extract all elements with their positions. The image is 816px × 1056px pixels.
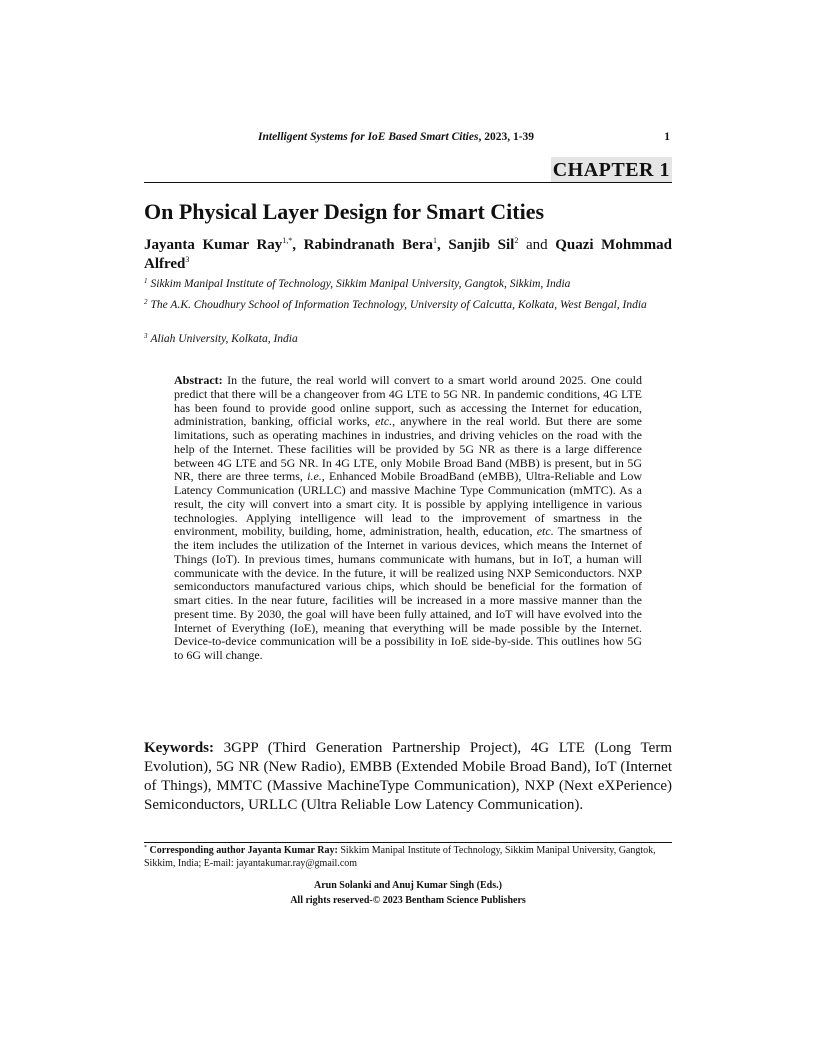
- author-list: [144, 236, 672, 274]
- author-affiliation-mark: 3: [185, 255, 190, 264]
- corresponding-author-footnote: * Corresponding author Jayanta Kumar Ray: Sikkim Manipal Institute of Technology, Sikkim Manipal University, Gangtok, Sikkim, India; E-mail: jayantakumar.ray@gmail.com: [144, 845, 656, 869]
- abstract: Abstract: In the future, the real world will convert to a smart world around 2025. One could predict that there will be a changeover from 4G LTE to 5G NR. In pandemic conditions, 4G LTE has been found to provide good online support, such as accessing the Internet for education, administration, banking, official works, etc., anywhere in the real world. But there are some limitations, such as operating machines in industries, and driving vehicles on the road with the help of the Internet. These facilities will be provided by 5G NR as there is a large difference between 4G LTE and 5G NR. In 4G LTE, only Mobile Broad Band (MBB) is present, but in 5G NR, there are three terms, i.e., Enhanced Mobile BroadBand (eMBB), Ultra-Reliable and Low Latency Communication (URLLC) and massive Machine Type Communication (mMTC). As a result, the city will convert into a smart city. It is possible by applying intelligence in various technologies. Applying intelligence will lead to the improvement of smartness in the environment, mobility, building, home, administration, health, education, etc. The smartness of the item includes the utilization of the Internet in various devices, which means the Internet of Things (IoT). In previous times, humans communicate with humans, but in IoT, a human will communicate with the device. In the future, it will be realized using NXP Semiconductors. NXP semiconductors manufactured various chips, which should be beneficial for the formation of smart cities. In the near future, facilities will be increased in a more massive manner than the present time. By 2030, the goal will have been fully attained, and IoT will have evolved into the Internet of Everything (IoE), meaning that everything will be made possible by the Internet. Device-to-device communication will be a possibility in IoE side-by-side. This outlines how 5G to 6G will change.: [174, 373, 643, 662]
- running-header: [144, 131, 672, 149]
- abstract-label: Abstract:: [174, 373, 223, 387]
- rights-line: All rights reserved-© 2023 Bentham Science Publishers: [290, 895, 526, 906]
- author-name: Rabindranath Bera: [303, 237, 433, 253]
- editors-line: Arun Solanki and Anuj Kumar Singh (Eds.): [314, 880, 502, 891]
- journal-title: Intelligent Systems for IoE Based Smart Cities, 2023, 1-39: [258, 131, 535, 143]
- author-affiliation-mark: 2: [514, 236, 519, 245]
- keywords-label: Keywords:: [144, 740, 214, 756]
- page-number: 1: [664, 131, 670, 143]
- paper-title: On Physical Layer Design for Smart Cities: [144, 199, 545, 224]
- author-affiliation-mark: 1,*: [282, 236, 293, 245]
- author-name: Jayanta Kumar Ray: [144, 237, 283, 253]
- footnote-rule: [144, 842, 672, 843]
- author-separator: and: [518, 237, 556, 253]
- author-affiliation-mark: 1: [432, 236, 437, 245]
- keywords: Keywords: 3GPP (Third Generation Partnership Project), 4G LTE (Long Term Evolution), 5G NR (New Radio), EMBB (Extended Mobile Broad Band), IoT (Internet of Things), MMTC (Massive MachineType Communication), NXP (Next eXPerience) Semiconductors, URLLC (Ultra Reliable Low Latency Communication).: [144, 740, 672, 813]
- affiliation-1: $^1$ Sikkim Manipal Institute of Technology, Sikkim Manipal University, Gangtok, Sikkim, India: [144, 277, 571, 290]
- author-name: Sanjib Sil: [448, 237, 515, 253]
- author-name: Quazi Mohmmad Alfred: [144, 237, 673, 272]
- author-separator: ,: [292, 237, 304, 253]
- chapter-label: CHAPTER 1: [552, 159, 670, 181]
- affiliation-3: $^3$ Aliah University, Kolkata, India: [144, 332, 298, 345]
- author-separator: ,: [436, 237, 449, 253]
- affiliation-2: $^2$ The A.K. Choudhury School of Information Technology, University of Calcutta, Kolkata, West Bengal, India: [144, 298, 647, 311]
- chapter-rule: [144, 182, 672, 183]
